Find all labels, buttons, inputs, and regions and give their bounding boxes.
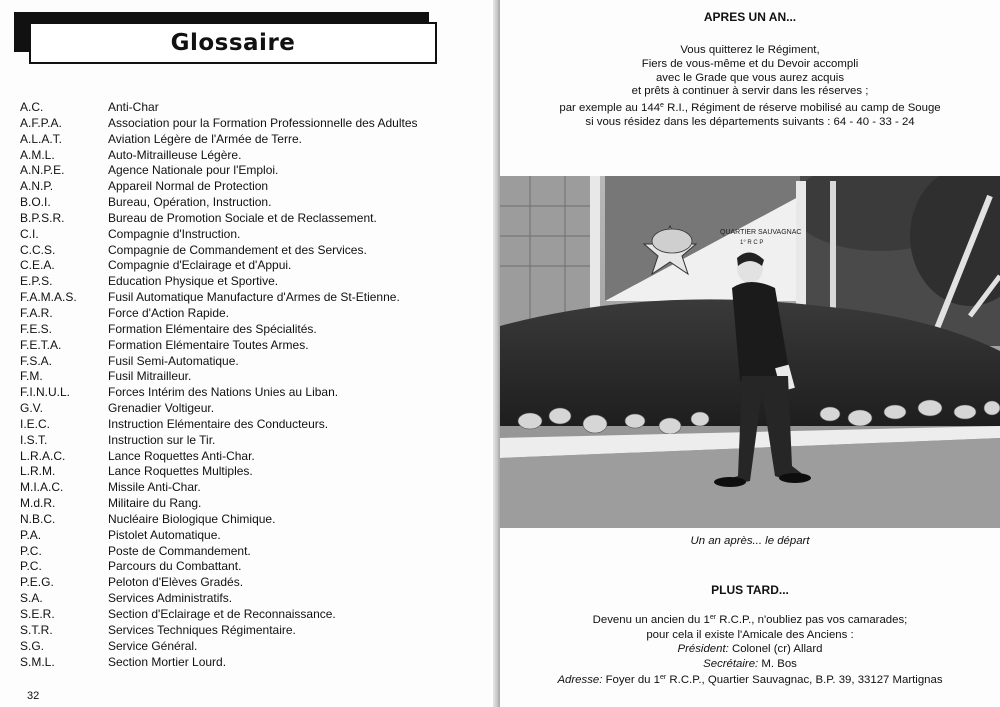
glossary-definition: Compagnie d'Eclairage et d'Appui. bbox=[108, 258, 292, 273]
glossary-abbr: B.P.S.R. bbox=[20, 210, 65, 225]
page-title: Glossaire bbox=[170, 30, 296, 56]
glossary-definition: Service Général. bbox=[108, 638, 198, 653]
intro-line: si vous résidez dans les départements suivants : 64 - 40 - 33 - 24 bbox=[585, 115, 915, 128]
glossary-entry bbox=[20, 179, 490, 195]
left-page bbox=[0, 0, 497, 707]
glossary-entry bbox=[20, 655, 490, 671]
glossary-definition: Instruction Elémentaire des Conducteurs. bbox=[108, 416, 329, 431]
glossary-entry bbox=[20, 211, 490, 227]
glossary-entry bbox=[20, 116, 490, 132]
glossary-entry bbox=[20, 496, 490, 512]
glossary-abbr: C.I. bbox=[20, 226, 39, 241]
glossary-definition: Lance Roquettes Multiples. bbox=[108, 464, 253, 479]
glossary-entry bbox=[20, 338, 490, 354]
glossary-definition: Fusil Mitrailleur. bbox=[108, 369, 192, 384]
glossary-definition: Missile Anti-Char. bbox=[108, 480, 201, 495]
glossary-entry bbox=[20, 623, 490, 639]
glossary-entry bbox=[20, 433, 490, 449]
glossary-abbr: P.C. bbox=[20, 543, 42, 558]
address-line: Adresse: Foyer du 1er R.C.P., Quartier Sauvagnac, B.P. 39, 33127 Martignas bbox=[557, 674, 943, 687]
glossary-definition: Services Administratifs. bbox=[108, 591, 233, 606]
glossary-definition: Militaire du Rang. bbox=[108, 496, 202, 511]
president-line: Président: Colonel (cr) Allard bbox=[677, 643, 823, 656]
glossary-entry bbox=[20, 322, 490, 338]
glossary-abbr: G.V. bbox=[20, 401, 43, 416]
glossary-definition: Education Physique et Sportive. bbox=[108, 274, 279, 289]
glossary-abbr: L.R.A.C. bbox=[20, 448, 66, 463]
glossary-entry bbox=[20, 195, 490, 211]
glossary-entry bbox=[20, 464, 490, 480]
glossary-abbr: F.A.R. bbox=[20, 305, 53, 320]
glossary-definition: Poste de Commandement. bbox=[108, 543, 251, 558]
glossary-abbr: F.M. bbox=[20, 369, 43, 384]
glossary-definition: Auto-Mitrailleuse Légère. bbox=[108, 147, 242, 162]
glossary-abbr: S.G. bbox=[20, 638, 45, 653]
later-line: Devenu un ancien du 1er R.C.P., n'oubliez pas vos camarades; bbox=[592, 614, 908, 626]
glossary-definition: Bureau de Promotion Sociale et de Reclassement. bbox=[108, 210, 377, 225]
glossary-abbr: E.P.S. bbox=[20, 274, 53, 289]
glossary-abbr: S.T.R. bbox=[20, 622, 53, 637]
glossary-entry bbox=[20, 401, 490, 417]
glossary-abbr: S.A. bbox=[20, 591, 43, 606]
glossary-abbr: A.C. bbox=[20, 100, 44, 114]
glossary-entry bbox=[20, 258, 490, 274]
glossary-definition: Parcours du Combattant. bbox=[108, 559, 242, 574]
photo-quartier-sauvagnac bbox=[500, 176, 1000, 528]
glossary-definition: Pistolet Automatique. bbox=[108, 527, 221, 542]
glossary-abbr: A.M.L. bbox=[20, 147, 55, 162]
glossary-entry bbox=[20, 480, 490, 496]
glossary-abbr: F.E.S. bbox=[20, 321, 53, 336]
glossary-abbr: P.A. bbox=[20, 527, 42, 542]
intro-line: Fiers de vous-même et du Devoir accompli bbox=[641, 57, 859, 70]
intro-line: et prêts à continuer à servir dans les réserves ; bbox=[631, 85, 869, 98]
glossary-definition: Fusil Automatique Manufacture d'Armes de St-Etienne. bbox=[108, 290, 400, 305]
glossary-abbr: F.E.T.A. bbox=[20, 337, 62, 352]
heading-plus-tard: PLUS TARD... bbox=[711, 583, 789, 597]
photo-caption: Un an après... le départ bbox=[690, 535, 810, 547]
sign-text-line1: QUARTIER SAUVAGNAC bbox=[720, 229, 802, 236]
glossary-entry bbox=[20, 354, 490, 370]
glossary-abbr: S.M.L. bbox=[20, 654, 55, 669]
glossary-abbr: C.C.S. bbox=[20, 242, 56, 257]
glossary-abbr: F.S.A. bbox=[20, 353, 53, 368]
glossary-entry bbox=[20, 274, 490, 290]
page-number: 32 bbox=[27, 690, 40, 702]
parachute-emblem bbox=[652, 229, 692, 253]
glossary-abbr: F.I.N.U.L. bbox=[20, 385, 71, 400]
glossary-definition: Formation Elémentaire des Spécialités. bbox=[108, 321, 317, 336]
glossary-entry bbox=[20, 243, 490, 259]
glossary-definition: Forces Intérim des Nations Unies au Liban. bbox=[108, 385, 339, 400]
glossary-abbr: A.F.P.A. bbox=[20, 115, 62, 130]
glossary-definition: Peloton d'Elèves Gradés. bbox=[108, 575, 244, 590]
glossary-abbr: I.E.C. bbox=[20, 416, 51, 431]
glossary-entry bbox=[20, 544, 490, 560]
glossary-entry bbox=[20, 607, 490, 623]
glossary-abbr: P.C. bbox=[20, 559, 42, 574]
sign-text-line2: 1° R C P bbox=[740, 240, 764, 246]
glossary-entry bbox=[20, 227, 490, 243]
glossary-abbr: F.A.M.A.S. bbox=[20, 290, 77, 305]
glossary-definition: Aviation Légère de l'Armée de Terre. bbox=[108, 131, 302, 146]
glossary-abbr: B.O.I. bbox=[20, 195, 51, 210]
glossary-entry bbox=[20, 148, 490, 164]
glossary-definition: Fusil Semi-Automatique. bbox=[108, 353, 239, 368]
intro-line: avec le Grade que vous aurez acquis bbox=[655, 71, 845, 84]
glossary-definition: Lance Roquettes Anti-Char. bbox=[108, 448, 255, 463]
glossary-definition: Section d'Eclairage et de Reconnaissance. bbox=[108, 607, 336, 621]
glossary-definition: Appareil Normal de Protection bbox=[108, 179, 269, 194]
glossary-definition: Formation Elémentaire Toutes Armes. bbox=[108, 337, 309, 352]
glossary-entry bbox=[20, 163, 490, 179]
glossary-abbr: M.d.R. bbox=[20, 496, 56, 511]
glossary-abbr: I.S.T. bbox=[20, 432, 48, 447]
amicale-paragraph bbox=[500, 611, 1000, 688]
glossary-entry bbox=[20, 559, 490, 575]
secretary-line: Secrétaire: M. Bos bbox=[703, 657, 797, 670]
glossary-abbr: P.E.G. bbox=[20, 575, 54, 590]
glossary-definition: Compagnie d'Instruction. bbox=[108, 226, 241, 241]
glossary-abbr: N.B.C. bbox=[20, 511, 56, 526]
glossary-entry bbox=[20, 575, 490, 591]
glossary-entry bbox=[20, 417, 490, 433]
glossary-definition: Grenadier Voltigeur. bbox=[108, 401, 215, 416]
glossary-definition: Nucléaire Biologique Chimique. bbox=[108, 511, 276, 526]
glossary-entry bbox=[20, 290, 490, 306]
intro-example-line: par exemple au 144e R.I., Régiment de réserve mobilisé au camp de Souge bbox=[559, 102, 941, 115]
glossary-definition: Agence Nationale pour l'Emploi. bbox=[108, 163, 279, 178]
glossary-entry bbox=[20, 528, 490, 544]
glossary-abbr: S.E.R. bbox=[20, 607, 55, 621]
title-box bbox=[29, 22, 437, 64]
glossary-definition: Instruction sur le Tir. bbox=[108, 432, 216, 447]
glossary-abbr: M.I.A.C. bbox=[20, 480, 64, 495]
glossary-definition: Compagnie de Commandement et des Services. bbox=[108, 242, 367, 257]
glossary-entry bbox=[20, 449, 490, 465]
glossary-definition: Section Mortier Lourd. bbox=[108, 654, 227, 669]
glossary-entry bbox=[20, 385, 490, 401]
glossary-entry bbox=[20, 132, 490, 148]
glossary-abbr: L.R.M. bbox=[20, 464, 56, 479]
glossary-entry bbox=[20, 639, 490, 655]
glossary-abbr: C.E.A. bbox=[20, 258, 55, 273]
heading-apres-un-an: APRES UN AN... bbox=[703, 10, 797, 24]
glossary-definition: Force d'Action Rapide. bbox=[108, 305, 230, 320]
glossary-entry bbox=[20, 591, 490, 607]
later-line: pour cela il existe l'Amicale des Anciens : bbox=[646, 628, 854, 641]
glossary-entry bbox=[20, 369, 490, 385]
glossary-entry bbox=[20, 100, 490, 116]
glossary-entry bbox=[20, 306, 490, 322]
glossary-definition: Anti-Char bbox=[108, 100, 159, 114]
glossary-definition: Bureau, Opération, Instruction. bbox=[108, 195, 272, 210]
glossary-abbr: A.N.P. bbox=[20, 179, 54, 194]
glossary-list bbox=[20, 100, 490, 670]
glossary-entry bbox=[20, 512, 490, 528]
intro-paragraph bbox=[500, 44, 1000, 130]
intro-line: Vous quitterez le Régiment, bbox=[680, 44, 820, 56]
glossary-abbr: A.N.P.E. bbox=[20, 163, 65, 178]
glossary-definition: Association pour la Formation Professionnelle des Adultes bbox=[108, 115, 418, 130]
glossary-definition: Services Techniques Régimentaire. bbox=[108, 622, 296, 637]
glossary-abbr: A.L.A.T. bbox=[20, 131, 63, 146]
